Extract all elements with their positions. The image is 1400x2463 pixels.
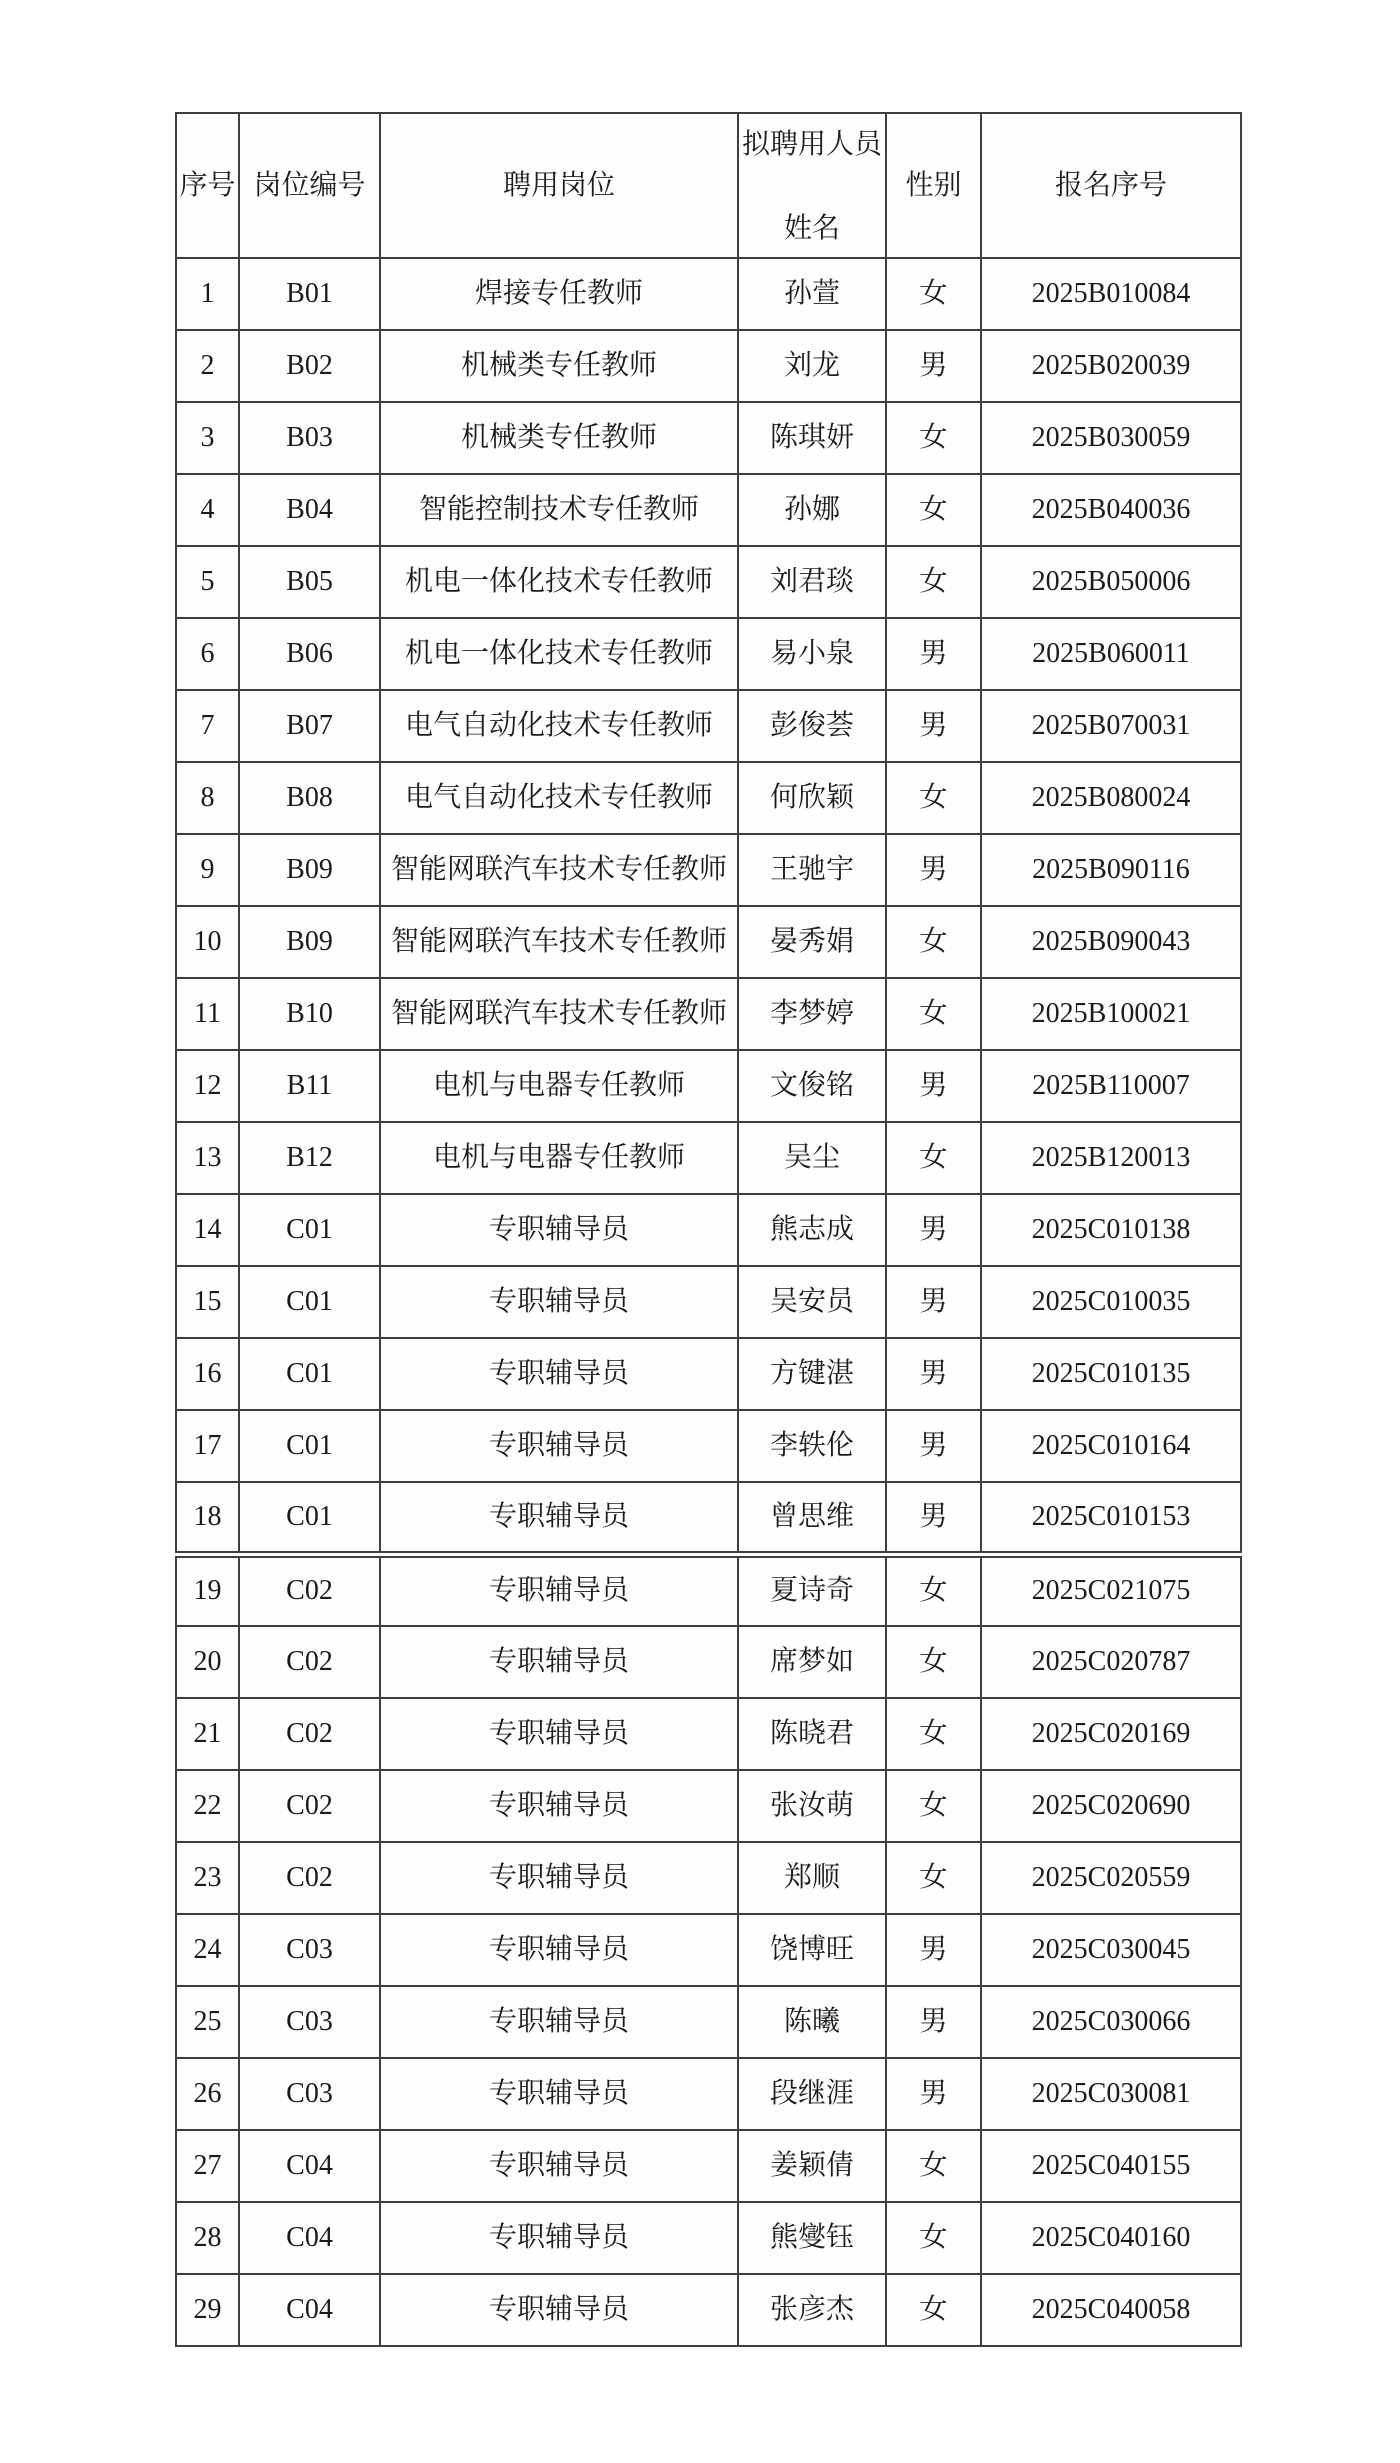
cell-gender: 女 — [886, 1770, 981, 1842]
cell-registration-no: 2025C030081 — [981, 2058, 1241, 2130]
cell-gender: 男 — [886, 834, 981, 906]
cell-seq: 17 — [176, 1410, 239, 1482]
cell-position-code: B02 — [239, 330, 380, 402]
header-registration-no: 报名序号 — [981, 113, 1241, 258]
header-position: 聘用岗位 — [380, 113, 738, 258]
cell-position: 智能网联汽车技术专任教师 — [380, 978, 738, 1050]
cell-position-code: B09 — [239, 906, 380, 978]
header-gender: 性别 — [886, 113, 981, 258]
cell-gender: 男 — [886, 2058, 981, 2130]
cell-registration-no: 2025B080024 — [981, 762, 1241, 834]
cell-name: 姜颖倩 — [738, 2130, 886, 2202]
header-position-code: 岗位编号 — [239, 113, 380, 258]
cell-seq: 15 — [176, 1266, 239, 1338]
table-row — [176, 258, 1241, 330]
cell-name: 刘龙 — [738, 330, 886, 402]
cell-name: 熊志成 — [738, 1194, 886, 1266]
cell-registration-no: 2025B090116 — [981, 834, 1241, 906]
table-row — [176, 978, 1241, 1050]
cell-gender: 女 — [886, 1626, 981, 1698]
cell-registration-no: 2025B090043 — [981, 906, 1241, 978]
cell-registration-no: 2025C020169 — [981, 1698, 1241, 1770]
table-row — [176, 1122, 1241, 1194]
cell-registration-no: 2025B120013 — [981, 1122, 1241, 1194]
cell-position-code: C01 — [239, 1194, 380, 1266]
table-row — [176, 1914, 1241, 1986]
cell-seq: 9 — [176, 834, 239, 906]
cell-position: 专职辅导员 — [380, 1410, 738, 1482]
cell-seq: 26 — [176, 2058, 239, 2130]
cell-position-code: B06 — [239, 618, 380, 690]
cell-registration-no: 2025B040036 — [981, 474, 1241, 546]
cell-gender: 男 — [886, 1050, 981, 1122]
cell-gender: 女 — [886, 2130, 981, 2202]
cell-seq: 12 — [176, 1050, 239, 1122]
cell-position-code: C03 — [239, 1986, 380, 2058]
table-row — [176, 1842, 1241, 1914]
cell-position-code: C01 — [239, 1410, 380, 1482]
cell-position: 焊接专任教师 — [380, 258, 738, 330]
table-row — [176, 1986, 1241, 2058]
cell-registration-no: 2025C040155 — [981, 2130, 1241, 2202]
hired-personnel-table — [175, 112, 1242, 2347]
cell-seq: 6 — [176, 618, 239, 690]
cell-name: 李梦婷 — [738, 978, 886, 1050]
cell-seq: 14 — [176, 1194, 239, 1266]
cell-name: 曾思维 — [738, 1482, 886, 1554]
cell-gender: 女 — [886, 978, 981, 1050]
cell-position: 电机与电器专任教师 — [380, 1050, 738, 1122]
cell-name: 吴尘 — [738, 1122, 886, 1194]
table-row — [176, 1554, 1241, 1626]
cell-name: 吴安员 — [738, 1266, 886, 1338]
cell-position-code: C02 — [239, 1698, 380, 1770]
cell-position-code: C02 — [239, 1626, 380, 1698]
cell-gender: 男 — [886, 1266, 981, 1338]
cell-position-code: B11 — [239, 1050, 380, 1122]
cell-name: 易小泉 — [738, 618, 886, 690]
cell-registration-no: 2025B110007 — [981, 1050, 1241, 1122]
table-row — [176, 762, 1241, 834]
cell-gender: 女 — [886, 258, 981, 330]
cell-position: 专职辅导员 — [380, 2058, 738, 2130]
cell-name: 方键湛 — [738, 1338, 886, 1410]
cell-position: 智能网联汽车技术专任教师 — [380, 906, 738, 978]
cell-gender: 女 — [886, 1842, 981, 1914]
cell-registration-no: 2025C020559 — [981, 1842, 1241, 1914]
cell-position: 专职辅导员 — [380, 1770, 738, 1842]
cell-seq: 1 — [176, 258, 239, 330]
cell-position: 智能控制技术专任教师 — [380, 474, 738, 546]
cell-name: 张彦杰 — [738, 2274, 886, 2346]
cell-position: 专职辅导员 — [380, 1482, 738, 1554]
cell-position-code: B07 — [239, 690, 380, 762]
cell-name: 郑顺 — [738, 1842, 886, 1914]
cell-name: 文俊铭 — [738, 1050, 886, 1122]
table-row — [176, 1770, 1241, 1842]
cell-gender: 女 — [886, 546, 981, 618]
table-row — [176, 2274, 1241, 2346]
cell-name: 陈曦 — [738, 1986, 886, 2058]
cell-registration-no: 2025C030066 — [981, 1986, 1241, 2058]
table-row — [176, 1410, 1241, 1482]
cell-position: 电气自动化技术专任教师 — [380, 762, 738, 834]
cell-gender: 男 — [886, 690, 981, 762]
cell-registration-no: 2025C010164 — [981, 1410, 1241, 1482]
cell-position-code: C03 — [239, 2058, 380, 2130]
cell-position-code: B01 — [239, 258, 380, 330]
cell-position: 专职辅导员 — [380, 1194, 738, 1266]
cell-registration-no: 2025C010153 — [981, 1482, 1241, 1554]
cell-name: 饶博旺 — [738, 1914, 886, 1986]
cell-seq: 27 — [176, 2130, 239, 2202]
cell-name: 晏秀娟 — [738, 906, 886, 978]
cell-seq: 5 — [176, 546, 239, 618]
cell-gender: 女 — [886, 1698, 981, 1770]
table-row — [176, 2130, 1241, 2202]
cell-registration-no: 2025C020787 — [981, 1626, 1241, 1698]
cell-name: 段继涯 — [738, 2058, 886, 2130]
cell-registration-no: 2025B010084 — [981, 258, 1241, 330]
cell-position: 机电一体化技术专任教师 — [380, 546, 738, 618]
cell-seq: 10 — [176, 906, 239, 978]
cell-position-code: B03 — [239, 402, 380, 474]
cell-position: 专职辅导员 — [380, 1698, 738, 1770]
table-row — [176, 690, 1241, 762]
cell-gender: 女 — [886, 2202, 981, 2274]
cell-position: 专职辅导员 — [380, 2274, 738, 2346]
cell-position: 专职辅导员 — [380, 2202, 738, 2274]
cell-position-code: B04 — [239, 474, 380, 546]
cell-position: 专职辅导员 — [380, 1986, 738, 2058]
cell-seq: 22 — [176, 1770, 239, 1842]
cell-gender: 女 — [886, 762, 981, 834]
header-proposed-hire-name — [738, 113, 886, 258]
cell-name: 李轶伦 — [738, 1410, 886, 1482]
cell-registration-no: 2025C030045 — [981, 1914, 1241, 1986]
cell-registration-no: 2025B100021 — [981, 978, 1241, 1050]
cell-position-code: B09 — [239, 834, 380, 906]
cell-registration-no: 2025C010138 — [981, 1194, 1241, 1266]
cell-gender: 女 — [886, 906, 981, 978]
cell-position: 专职辅导员 — [380, 1914, 738, 1986]
table-row — [176, 1482, 1241, 1554]
cell-gender: 女 — [886, 2274, 981, 2346]
header-seq: 序号 — [176, 113, 239, 258]
cell-position: 电气自动化技术专任教师 — [380, 690, 738, 762]
cell-seq: 25 — [176, 1986, 239, 2058]
table-row — [176, 1266, 1241, 1338]
cell-registration-no: 2025C020690 — [981, 1770, 1241, 1842]
cell-gender: 女 — [886, 1122, 981, 1194]
cell-position: 专职辅导员 — [380, 1338, 738, 1410]
cell-registration-no: 2025B030059 — [981, 402, 1241, 474]
cell-name: 孙萱 — [738, 258, 886, 330]
table-row — [176, 618, 1241, 690]
cell-name: 王驰宇 — [738, 834, 886, 906]
cell-name: 夏诗奇 — [738, 1554, 886, 1626]
cell-position-code: B05 — [239, 546, 380, 618]
table-row — [176, 1626, 1241, 1698]
table-row — [176, 402, 1241, 474]
cell-position-code: C02 — [239, 1842, 380, 1914]
cell-seq: 20 — [176, 1626, 239, 1698]
cell-seq: 16 — [176, 1338, 239, 1410]
cell-position-code: B12 — [239, 1122, 380, 1194]
cell-name: 何欣颖 — [738, 762, 886, 834]
table-body-2 — [176, 1554, 1241, 2346]
cell-name: 陈琪妍 — [738, 402, 886, 474]
table-header — [176, 113, 1241, 258]
cell-position-code: C01 — [239, 1482, 380, 1554]
cell-registration-no: 2025C021075 — [981, 1554, 1241, 1626]
header-row — [176, 113, 1241, 258]
header-proposed-hire-line2: 姓名 — [783, 211, 840, 243]
cell-position: 电机与电器专任教师 — [380, 1122, 738, 1194]
cell-position: 专职辅导员 — [380, 1626, 738, 1698]
cell-name: 彭俊荟 — [738, 690, 886, 762]
cell-position: 专职辅导员 — [380, 2130, 738, 2202]
cell-position-code: C04 — [239, 2274, 380, 2346]
cell-position-code: C03 — [239, 1914, 380, 1986]
cell-seq: 29 — [176, 2274, 239, 2346]
cell-position: 机械类专任教师 — [380, 402, 738, 474]
cell-seq: 21 — [176, 1698, 239, 1770]
cell-name: 刘君琰 — [738, 546, 886, 618]
table-row — [176, 1050, 1241, 1122]
cell-name: 席梦如 — [738, 1626, 886, 1698]
table-row — [176, 2058, 1241, 2130]
cell-seq: 8 — [176, 762, 239, 834]
cell-position-code: B08 — [239, 762, 380, 834]
cell-name: 陈晓君 — [738, 1698, 886, 1770]
cell-gender: 男 — [886, 1194, 981, 1266]
cell-position-code: B10 — [239, 978, 380, 1050]
cell-position: 专职辅导员 — [380, 1266, 738, 1338]
cell-seq: 28 — [176, 2202, 239, 2274]
table-row — [176, 834, 1241, 906]
cell-seq: 23 — [176, 1842, 239, 1914]
table-row — [176, 546, 1241, 618]
cell-seq: 3 — [176, 402, 239, 474]
cell-position-code: C01 — [239, 1266, 380, 1338]
cell-seq: 11 — [176, 978, 239, 1050]
cell-gender: 男 — [886, 1482, 981, 1554]
cell-seq: 19 — [176, 1554, 239, 1626]
cell-gender: 男 — [886, 1338, 981, 1410]
cell-gender: 男 — [886, 330, 981, 402]
cell-registration-no: 2025B070031 — [981, 690, 1241, 762]
header-proposed-hire-line1: 拟聘用人员 — [741, 127, 882, 159]
cell-name: 熊燮钰 — [738, 2202, 886, 2274]
table-body-1 — [176, 258, 1241, 1554]
table-row — [176, 2202, 1241, 2274]
cell-seq: 24 — [176, 1914, 239, 1986]
cell-registration-no: 2025C040058 — [981, 2274, 1241, 2346]
cell-position: 机电一体化技术专任教师 — [380, 618, 738, 690]
cell-registration-no: 2025B020039 — [981, 330, 1241, 402]
cell-registration-no: 2025B060011 — [981, 618, 1241, 690]
cell-position-code: C04 — [239, 2202, 380, 2274]
table-row — [176, 1698, 1241, 1770]
cell-registration-no: 2025C010035 — [981, 1266, 1241, 1338]
cell-gender: 男 — [886, 1986, 981, 2058]
cell-gender: 女 — [886, 402, 981, 474]
cell-position: 智能网联汽车技术专任教师 — [380, 834, 738, 906]
cell-seq: 7 — [176, 690, 239, 762]
cell-position-code: C02 — [239, 1554, 380, 1626]
cell-registration-no: 2025B050006 — [981, 546, 1241, 618]
cell-registration-no: 2025C040160 — [981, 2202, 1241, 2274]
cell-seq: 18 — [176, 1482, 239, 1554]
table-row — [176, 1338, 1241, 1410]
table-row — [176, 474, 1241, 546]
cell-position: 机械类专任教师 — [380, 330, 738, 402]
cell-seq: 13 — [176, 1122, 239, 1194]
cell-name: 孙娜 — [738, 474, 886, 546]
table-row — [176, 1194, 1241, 1266]
cell-position-code: C02 — [239, 1770, 380, 1842]
cell-gender: 男 — [886, 1914, 981, 1986]
table-row — [176, 330, 1241, 402]
cell-position-code: C04 — [239, 2130, 380, 2202]
cell-position-code: C01 — [239, 1338, 380, 1410]
hired-personnel-table-wrap — [175, 112, 1242, 2347]
cell-registration-no: 2025C010135 — [981, 1338, 1241, 1410]
cell-gender: 女 — [886, 1554, 981, 1626]
cell-gender: 男 — [886, 618, 981, 690]
cell-position: 专职辅导员 — [380, 1554, 738, 1626]
cell-gender: 男 — [886, 1410, 981, 1482]
cell-seq: 4 — [176, 474, 239, 546]
cell-seq: 2 — [176, 330, 239, 402]
cell-gender: 女 — [886, 474, 981, 546]
cell-position: 专职辅导员 — [380, 1842, 738, 1914]
cell-name: 张汝萌 — [738, 1770, 886, 1842]
table-row — [176, 906, 1241, 978]
